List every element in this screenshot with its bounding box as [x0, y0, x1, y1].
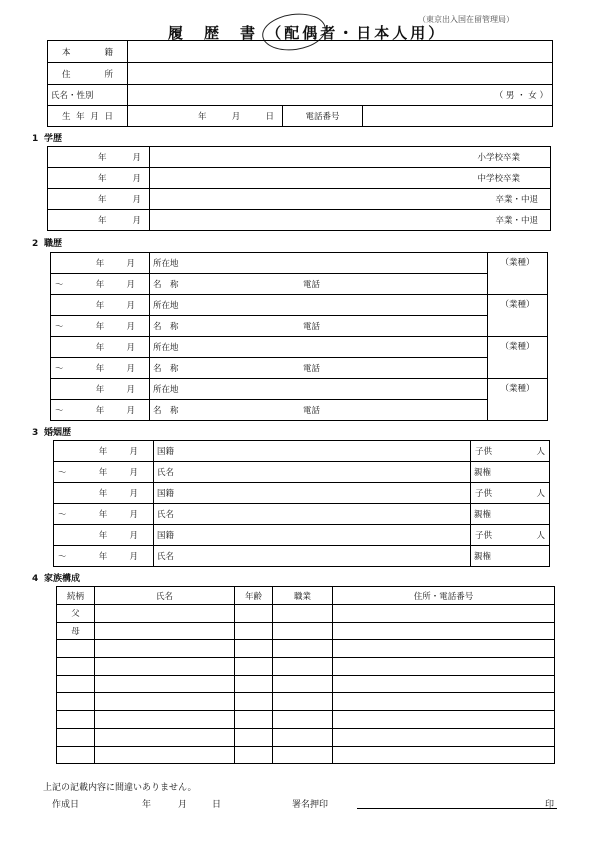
family-occupation[interactable]	[273, 693, 333, 711]
family-age[interactable]	[235, 675, 273, 693]
jusho-label: 住 所	[48, 63, 128, 85]
family-age[interactable]	[235, 658, 273, 676]
family-table	[56, 586, 555, 764]
birth-month-unit: 月	[231, 112, 241, 122]
emp-name-phone[interactable]: 名 称 電話	[150, 274, 488, 295]
emp-end-date[interactable]: ～ 年 月	[51, 274, 150, 295]
basic-info-table	[47, 40, 553, 127]
family-address-phone[interactable]	[333, 605, 555, 623]
family-occupation[interactable]	[273, 640, 333, 658]
title-paren: （配偶者・日本人用）	[266, 24, 447, 42]
family-occupation[interactable]	[273, 605, 333, 623]
marriage-nationality[interactable]: 国籍	[154, 483, 471, 504]
emp-location[interactable]: 所在地	[150, 379, 488, 400]
emp-industry[interactable]: （業種）	[488, 295, 548, 337]
family-relation[interactable]: 父	[57, 605, 95, 623]
family-name[interactable]	[95, 728, 235, 746]
emp-location[interactable]: 所在地	[150, 295, 488, 316]
employment-heading: 2 職歴	[32, 239, 63, 249]
emp-name-phone[interactable]: 名 称 電話	[150, 400, 488, 421]
family-relation[interactable]: 母	[57, 622, 95, 640]
emp-industry[interactable]: （業種）	[488, 379, 548, 421]
declaration: 上記の記載内容に間違いありません。	[43, 783, 197, 793]
seal-mark: 印	[545, 800, 555, 810]
edu-result: 卒業・中退	[150, 210, 551, 231]
marriage-spouse-name[interactable]: 氏名	[154, 462, 471, 483]
marriage-end-date[interactable]: ～ 年 月	[54, 462, 154, 483]
family-address-phone[interactable]	[333, 622, 555, 640]
emp-location[interactable]: 所在地	[150, 337, 488, 358]
marriage-end-date[interactable]: ～ 年 月	[54, 504, 154, 525]
marriage-start-date[interactable]: 年 月	[54, 525, 154, 546]
family-address-phone[interactable]	[333, 693, 555, 711]
family-name[interactable]	[95, 711, 235, 729]
emp-end-date[interactable]: ～ 年 月	[51, 316, 150, 337]
birth-day-unit: 日	[265, 112, 274, 122]
marriage-custody[interactable]: 親権	[471, 504, 550, 525]
honseki-label: 本 籍	[48, 41, 128, 63]
education-heading: 1 学歴	[32, 134, 63, 144]
phone-field[interactable]	[363, 106, 553, 127]
honseki-field[interactable]	[128, 41, 553, 63]
jusho-field[interactable]	[128, 63, 553, 85]
family-relation[interactable]	[57, 693, 95, 711]
family-age[interactable]	[235, 622, 273, 640]
signature-line[interactable]	[357, 808, 557, 809]
family-age[interactable]	[235, 693, 273, 711]
edu-date[interactable]: 年 月	[48, 210, 150, 231]
birthdate-label: 生 年 月 日	[48, 106, 128, 127]
creation-date: 作成日 年 月 日 署名押印	[52, 800, 329, 810]
emp-industry[interactable]: （業種）	[488, 337, 548, 379]
col-occupation: 職業	[273, 587, 333, 605]
family-occupation[interactable]	[273, 711, 333, 729]
education-table	[47, 146, 551, 231]
edu-result: 中学校卒業	[150, 168, 551, 189]
family-relation[interactable]	[57, 658, 95, 676]
col-address-phone: 住所・電話番号	[333, 587, 555, 605]
family-age[interactable]	[235, 746, 273, 764]
family-address-phone[interactable]	[333, 711, 555, 729]
phone-label: 電話番号	[283, 106, 363, 127]
family-age[interactable]	[235, 640, 273, 658]
marriage-nationality[interactable]: 国籍	[154, 525, 471, 546]
title-note: （東京出入国在留管理局）	[418, 15, 514, 24]
family-address-phone[interactable]	[333, 746, 555, 764]
birthdate-field[interactable]	[128, 106, 283, 127]
marriage-custody[interactable]: 親権	[471, 462, 550, 483]
col-name: 氏名	[95, 587, 235, 605]
family-relation[interactable]	[57, 675, 95, 693]
marriage-spouse-name[interactable]: 氏名	[154, 504, 471, 525]
signature-label: 署名押印	[292, 800, 329, 810]
family-occupation[interactable]	[273, 675, 333, 693]
family-name[interactable]	[95, 640, 235, 658]
emp-name-phone[interactable]: 名 称 電話	[150, 358, 488, 379]
col-age: 年齢	[235, 587, 273, 605]
emp-start-date[interactable]: 年 月	[51, 295, 150, 316]
marriage-custody[interactable]: 親権	[471, 546, 550, 567]
marriage-heading: 3 婚姻歴	[32, 428, 72, 438]
employment-table	[50, 252, 548, 421]
family-relation[interactable]	[57, 711, 95, 729]
emp-location[interactable]: 所在地	[150, 253, 488, 274]
marriage-children[interactable]: 子供 人	[471, 483, 550, 504]
emp-end-date[interactable]: ～ 年 月	[51, 358, 150, 379]
family-name[interactable]	[95, 693, 235, 711]
marriage-children[interactable]: 子供 人	[471, 525, 550, 546]
family-relation[interactable]	[57, 640, 95, 658]
marriage-spouse-name[interactable]: 氏名	[154, 546, 471, 567]
edu-date[interactable]: 年 月	[48, 189, 150, 210]
family-heading: 4 家族構成	[32, 574, 81, 584]
marriage-table	[53, 440, 550, 567]
emp-name-phone[interactable]: 名 称 電話	[150, 316, 488, 337]
family-name[interactable]	[95, 746, 235, 764]
family-age[interactable]	[235, 728, 273, 746]
family-relation[interactable]	[57, 728, 95, 746]
edu-result: 卒業・中退	[150, 189, 551, 210]
emp-start-date[interactable]: 年 月	[51, 379, 150, 400]
family-age[interactable]	[235, 711, 273, 729]
edu-date[interactable]: 年 月	[48, 147, 150, 168]
family-name[interactable]	[95, 622, 235, 640]
family-address-phone[interactable]	[333, 658, 555, 676]
family-name[interactable]	[95, 675, 235, 693]
shimei-label: 氏名・性別	[48, 85, 128, 106]
marriage-start-date[interactable]: 年 月	[54, 483, 154, 504]
name-gender-field[interactable]	[128, 85, 553, 106]
birth-year-unit: 年	[198, 112, 207, 122]
family-address-phone[interactable]	[333, 728, 555, 746]
marriage-nationality[interactable]: 国籍	[154, 441, 471, 462]
family-relation[interactable]	[57, 746, 95, 764]
gender-choice[interactable]: （ 男 ・ 女 ）	[494, 91, 549, 101]
title-main: 履 歴 書	[168, 24, 259, 42]
family-name[interactable]	[95, 658, 235, 676]
marriage-children[interactable]: 子供 人	[471, 441, 550, 462]
emp-start-date[interactable]: 年 月	[51, 337, 150, 358]
family-occupation[interactable]	[273, 746, 333, 764]
family-address-phone[interactable]	[333, 640, 555, 658]
family-address-phone[interactable]	[333, 675, 555, 693]
family-age[interactable]	[235, 605, 273, 623]
marriage-start-date[interactable]: 年 月	[54, 441, 154, 462]
family-occupation[interactable]	[273, 728, 333, 746]
family-occupation[interactable]	[273, 658, 333, 676]
col-relation: 続柄	[57, 587, 95, 605]
marriage-end-date[interactable]: ～ 年 月	[54, 546, 154, 567]
edu-date[interactable]: 年 月	[48, 168, 150, 189]
family-occupation[interactable]	[273, 622, 333, 640]
emp-end-date[interactable]: ～ 年 月	[51, 400, 150, 421]
emp-start-date[interactable]: 年 月	[51, 253, 150, 274]
emp-industry[interactable]: （業種）	[488, 253, 548, 295]
family-name[interactable]	[95, 605, 235, 623]
edu-result: 小学校卒業	[150, 147, 551, 168]
